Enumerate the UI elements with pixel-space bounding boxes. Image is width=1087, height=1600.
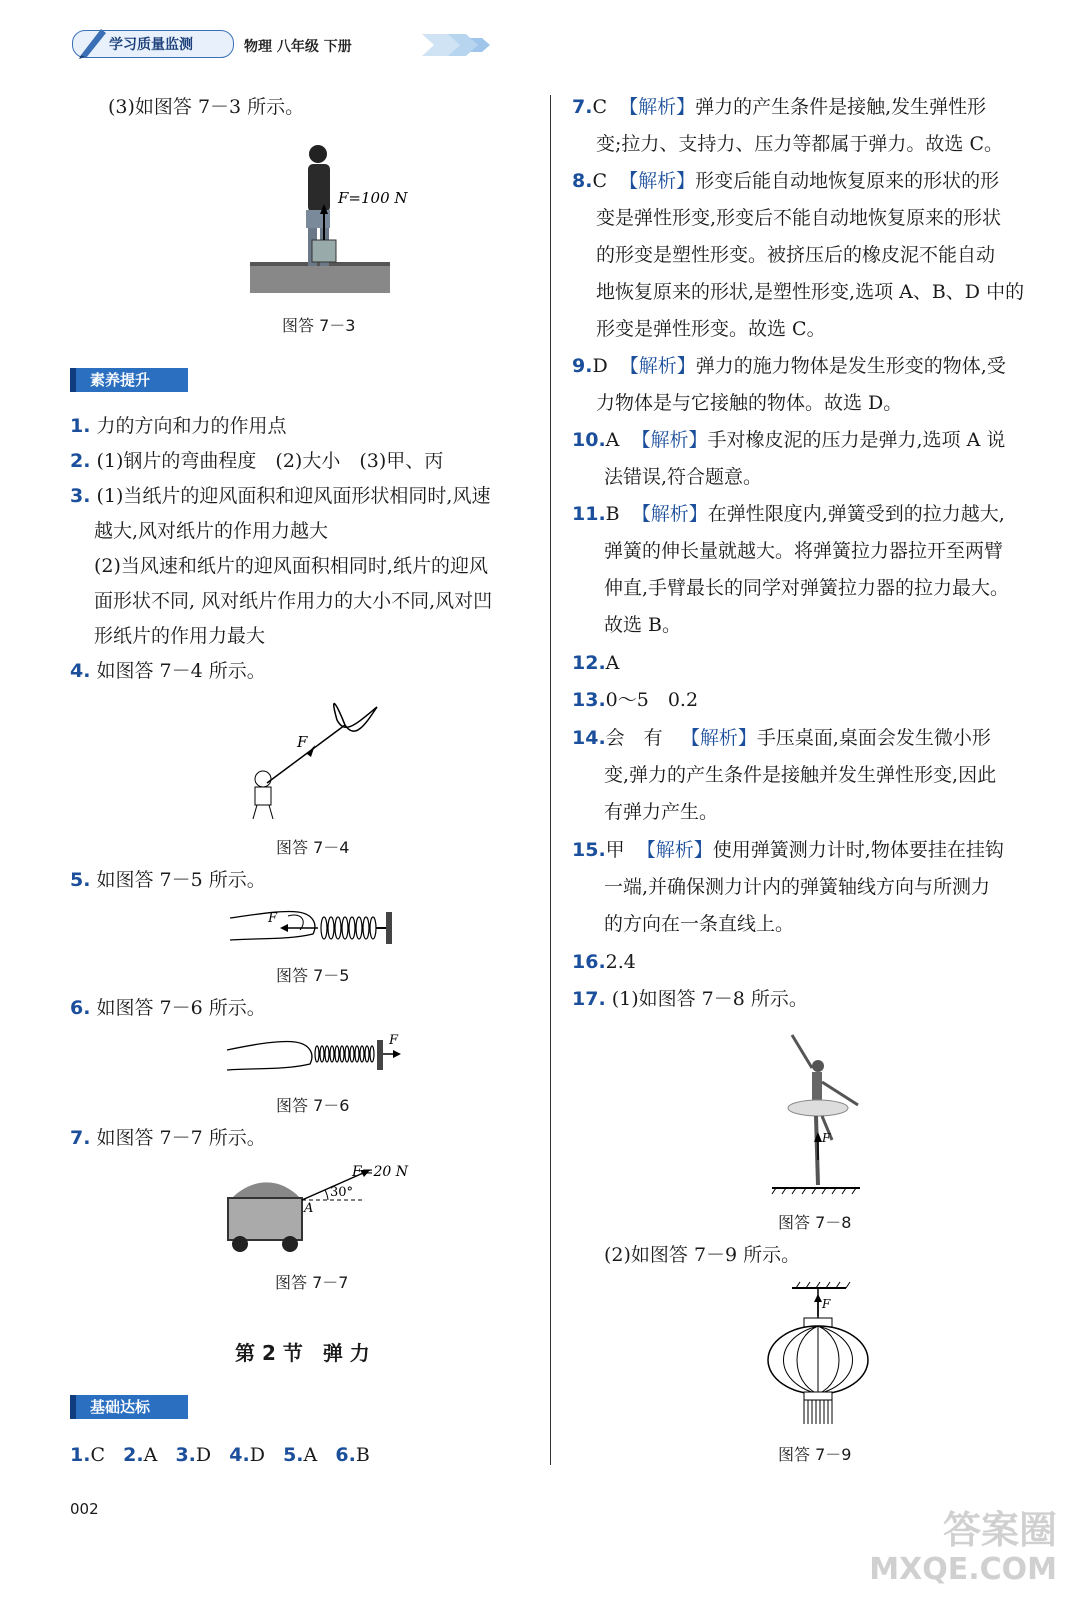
figure-7-3	[250, 140, 408, 295]
fig77-caption: 图答 7－7	[275, 1273, 349, 1292]
watermark-line1: 答案圈	[942, 1508, 1057, 1552]
svg-text:F: F	[297, 733, 308, 751]
answer-r14-line3: 有弹力产生。	[604, 801, 719, 823]
answer-r14-line2: 变,弹力的产生条件是接触并发生弹性形变,因此	[604, 764, 997, 786]
fig78-caption: 图答 7－8	[778, 1213, 852, 1232]
answer-r15-line3: 的方向在一条直线上。	[604, 913, 795, 935]
answer-r17: 17. (1)如图答 7－8 所示。	[572, 988, 808, 1010]
watermark	[869, 1510, 1057, 1590]
item-3-line5: 形纸片的作用力最大	[94, 625, 266, 647]
answer-r8-line3: 的形变是塑性形变。被挤压后的橡皮泥不能自动	[596, 244, 996, 266]
figure-7-9	[760, 1278, 875, 1428]
answer-r11-line4: 故选 B。	[604, 614, 682, 636]
answer-r11-line2: 弹簧的伸长量就越大。将弹簧拉力器拉开至两臂	[604, 540, 1004, 562]
fig73-force-label: F=100 N	[338, 189, 408, 207]
section-header-suyang: 素养提升	[70, 368, 188, 392]
answer-r12: 12.A	[572, 652, 620, 674]
section-title: 第 2 节 弹 力	[235, 1341, 370, 1365]
svg-text:F=20 N: F=20 N	[352, 1164, 408, 1180]
item-5: 5. 如图答 7－5 所示。	[70, 869, 266, 891]
pen-icon	[77, 25, 109, 59]
watermark-line2: MXQE.COM	[869, 1552, 1057, 1587]
header-badge-text: 学习质量监测	[109, 37, 193, 53]
fig73-caption: 图答 7－3	[282, 316, 356, 335]
answer-r17-part2: (2)如图答 7－9 所示。	[604, 1244, 801, 1266]
answer-r16: 16.2.4	[572, 951, 636, 973]
answer-r11-line3: 伸直,手臂最长的同学对弹簧拉力器的拉力最大。	[604, 577, 1010, 599]
answer-r7: 7.C 【解析】弹力的产生条件是接触,发生弹性形	[572, 96, 987, 118]
svg-text:30°: 30°	[330, 1185, 354, 1200]
answer-r15-line2: 一端,并确保测力计内的弹簧轴线方向与所测力	[604, 876, 991, 898]
answer-r8: 8.C 【解析】形变后能自动地恢复原来的形状的形	[572, 170, 1000, 192]
svg-text:A: A	[304, 1201, 314, 1216]
header-badge	[72, 30, 234, 58]
answer-r8-line5: 形变是弹性形变。故选 C。	[596, 318, 826, 340]
answer-r11: 11.B 【解析】在弹性限度内,弹簧受到的拉力越大,	[572, 503, 1005, 525]
section-header-jichu: 基础达标	[70, 1395, 188, 1419]
answer-r9-line2: 力物体是与它接触的物体。故选 D。	[596, 392, 903, 414]
fig76-caption: 图答 7－6	[276, 1096, 350, 1115]
page-number: 002	[70, 1500, 99, 1518]
figure-7-8	[770, 1030, 865, 1195]
answer-r7-line2: 变;拉力、支持力、压力等都属于弹力。故选 C。	[596, 133, 1003, 155]
chevrons-icon	[422, 30, 502, 60]
svg-text:F: F	[822, 1297, 831, 1311]
item-3-line3: (2)当风速和纸片的迎风面积相同时,纸片的迎风	[94, 555, 488, 577]
figure-7-7	[220, 1160, 420, 1255]
fig74-caption: 图答 7－4	[276, 838, 350, 857]
item-7: 7. 如图答 7－7 所示。	[70, 1127, 266, 1149]
answer-r14: 14.会 有 【解析】手压桌面,桌面会发生微小形	[572, 727, 991, 749]
item-3-line2: 越大,风对纸片的作用力越大	[94, 520, 329, 542]
svg-text:F: F	[389, 1033, 399, 1048]
header-subject: 物理 八年级 下册	[244, 39, 352, 55]
answer-r8-line4: 地恢复原来的形状,是塑性形变,选项 A、B、D 中的	[596, 281, 1025, 303]
figure-7-6	[225, 1030, 405, 1078]
answer-r15: 15.甲 【解析】使用弹簧测力计时,物体要挂在挂钩	[572, 839, 1004, 861]
figure-7-5	[228, 900, 403, 950]
answer-r9: 9.D 【解析】弹力的施力物体是发生形变的物体,受	[572, 355, 1006, 377]
answer-r8-line2: 变是弹性形变,形变后不能自动地恢复原来的形状	[596, 207, 1002, 229]
basic-answers: 1.C 2.A 3.D 4.D 5.A 6.B	[70, 1444, 370, 1466]
svg-text:F: F	[268, 911, 278, 926]
answer-r10-line2: 法错误,符合题意。	[604, 466, 763, 488]
item-1: 1. 力的方向和力的作用点	[70, 415, 287, 437]
answer-r13: 13.0～5 0.2	[572, 689, 699, 711]
item-3-line4: 面形状不同, 风对纸片作用力的大小不同,风对凹	[94, 590, 493, 612]
answer-3-3: (3)如图答 7－3 所示。	[108, 96, 305, 118]
fig75-caption: 图答 7－5	[276, 966, 350, 985]
svg-text:F: F	[822, 1131, 831, 1145]
item-4: 4. 如图答 7－4 所示。	[70, 660, 266, 682]
column-divider	[550, 95, 551, 1465]
figure-7-4	[245, 695, 385, 825]
item-3: 3. (1)当纸片的迎风面积和迎风面形状相同时,风速	[70, 485, 491, 507]
item-2: 2. (1)钢片的弯曲程度 (2)大小 (3)甲、丙	[70, 450, 444, 472]
item-6: 6. 如图答 7－6 所示。	[70, 997, 266, 1019]
fig79-caption: 图答 7－9	[778, 1445, 852, 1464]
answer-r10: 10.A 【解析】手对橡皮泥的压力是弹力,选项 A 说	[572, 429, 1006, 451]
